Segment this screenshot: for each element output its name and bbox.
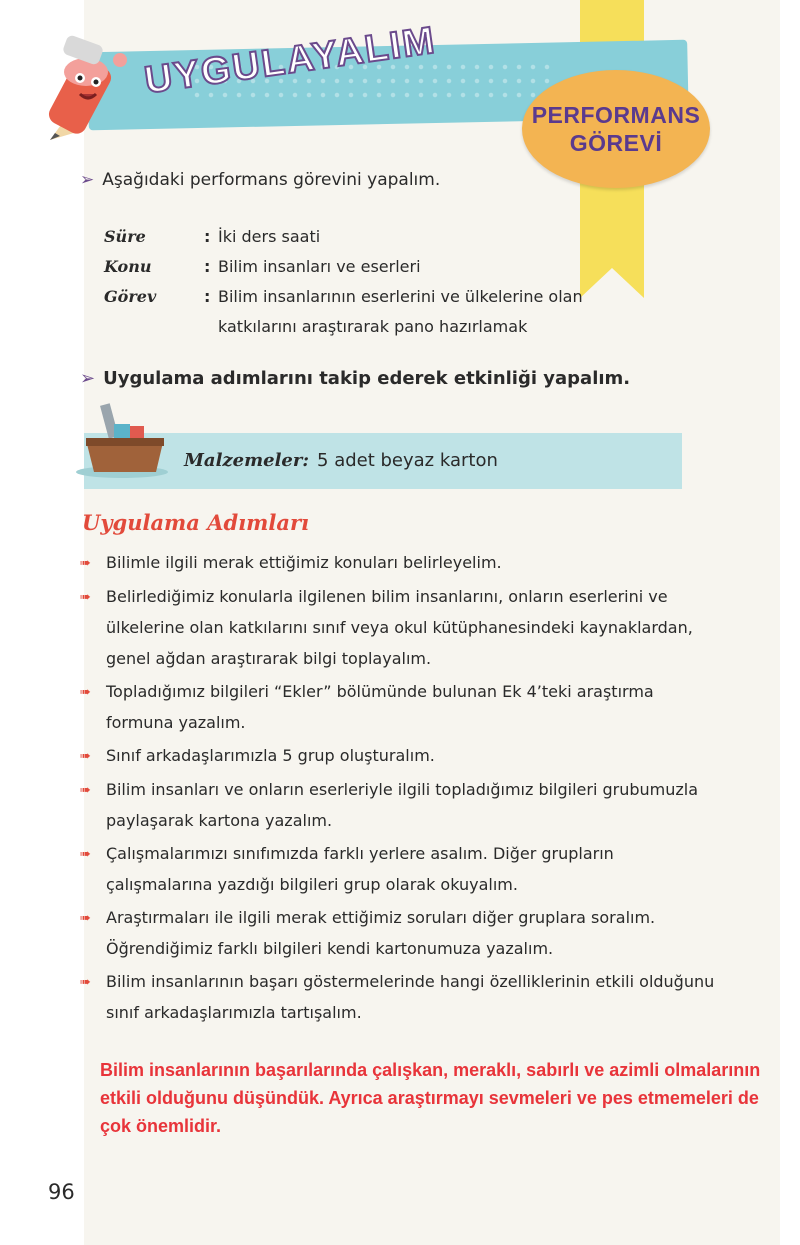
steps-title: Uygulama Adımları [82, 510, 309, 535]
step-text: Bilim insanları ve onların eserleriyle ilgili topladığımız bilgileri grubumuzla paylaşarak kartona yazalım. [106, 780, 699, 830]
chevron-bullet-icon: ➠ [80, 685, 91, 700]
step-text: Bilimle ilgili merak ettiğimiz konuları belirleyelim. [106, 553, 502, 572]
steps-list [80, 547, 720, 1030]
colon: : [204, 257, 211, 276]
chevron-bullet-icon: ➠ [80, 783, 91, 798]
duration-label: Süre [104, 227, 146, 246]
intro-line-1 [80, 170, 440, 190]
intro-text-2: Uygulama adımlarını takip ederek etkinliği yapalım. [103, 368, 631, 389]
step-text: Topladığımız bilgileri “Ekler” bölümünde bulunan Ek 4’teki araştırma formuna yazalım. [106, 682, 654, 732]
materials-value: 5 adet beyaz karton [317, 450, 498, 471]
section-title: UYGULAYALIM [142, 19, 439, 103]
pencil-mascot-icon [40, 30, 140, 150]
badge-text-line2: GÖREVİ [569, 130, 663, 156]
list-item [80, 902, 720, 964]
step-text: Bilim insanlarının başarı göstermelerinde hangi özelliklerinin etkili olduğunu sınıf arkadaşlarımızla tartışalım. [106, 972, 715, 1022]
badge-text-line1: PERFORMANS [531, 102, 701, 128]
toolbox-icon [74, 400, 174, 480]
duration-value: İki ders saati [218, 227, 321, 246]
step-text: Sınıf arkadaşlarımızla 5 grup oluşturalım. [106, 746, 435, 765]
chevron-bullet-icon: ➠ [80, 911, 91, 926]
chevron-bullet-icon: ➠ [80, 847, 91, 862]
step-text: Çalışmalarımızı sınıfımızda farklı yerlere asalım. Diğer grupların çalışmalarına yazdığı bilgileri grup olarak okuyalım. [106, 844, 614, 894]
materials-label: Malzemeler: [184, 450, 310, 471]
info-row-topic [104, 252, 658, 282]
chevron-bullet-icon: ➠ [80, 590, 91, 605]
colon: : [204, 227, 211, 246]
task-info [104, 222, 658, 342]
intro-text-1: Aşağıdaki performans görevini yapalım. [102, 170, 441, 190]
list-item [80, 838, 720, 900]
topic-value: Bilim insanları ve eserleri [218, 257, 421, 276]
chevron-bullet-icon: ➠ [80, 556, 91, 571]
arrow-bullet-icon: ➢ [80, 368, 96, 389]
task-value: Bilim insanlarının eserlerini ve ülkelerine olan katkılarını araştırarak pano hazırlamak [218, 287, 583, 336]
list-item [80, 774, 720, 836]
list-item [80, 676, 720, 738]
list-item [80, 581, 720, 674]
chevron-bullet-icon: ➠ [80, 749, 91, 764]
list-item [80, 740, 720, 772]
step-text: Belirlediğimiz konularla ilgilenen bilim insanlarını, onların eserlerini ve ülkelerine olan katkılarını sınıf veya okul kütüphanesindeki kaynaklardan, genel ağdan araştırarak bilgi toplayalım. [106, 587, 693, 668]
step-text: Araştırmaları ile ilgili merak ettiğimiz soruları diğer gruplara soralım. Öğrendiğimiz farklı bilgileri kendi kartonumuza yazalım. [106, 908, 656, 958]
task-label: Görev [104, 287, 157, 306]
handwritten-answer: Bilim insanlarının başarılarında çalışkan, meraklı, sabırlı ve azimli olmalarının etkili olduğunu düşündük. Ayrıca araştırmayı sevmeleri ve pes etmemeleri de çok önemlidir. [100, 1060, 761, 1136]
materials-line [184, 450, 498, 471]
chevron-bullet-icon: ➠ [80, 975, 91, 990]
colon: : [204, 287, 211, 306]
list-item [80, 547, 720, 579]
list-item [80, 966, 720, 1028]
info-row-duration [104, 222, 658, 252]
performance-badge [522, 70, 710, 188]
info-row-task [104, 282, 658, 342]
page-number: 96 [48, 1180, 75, 1204]
intro-line-2 [80, 368, 630, 389]
topic-label: Konu [104, 257, 152, 276]
arrow-bullet-icon: ➢ [80, 170, 95, 190]
